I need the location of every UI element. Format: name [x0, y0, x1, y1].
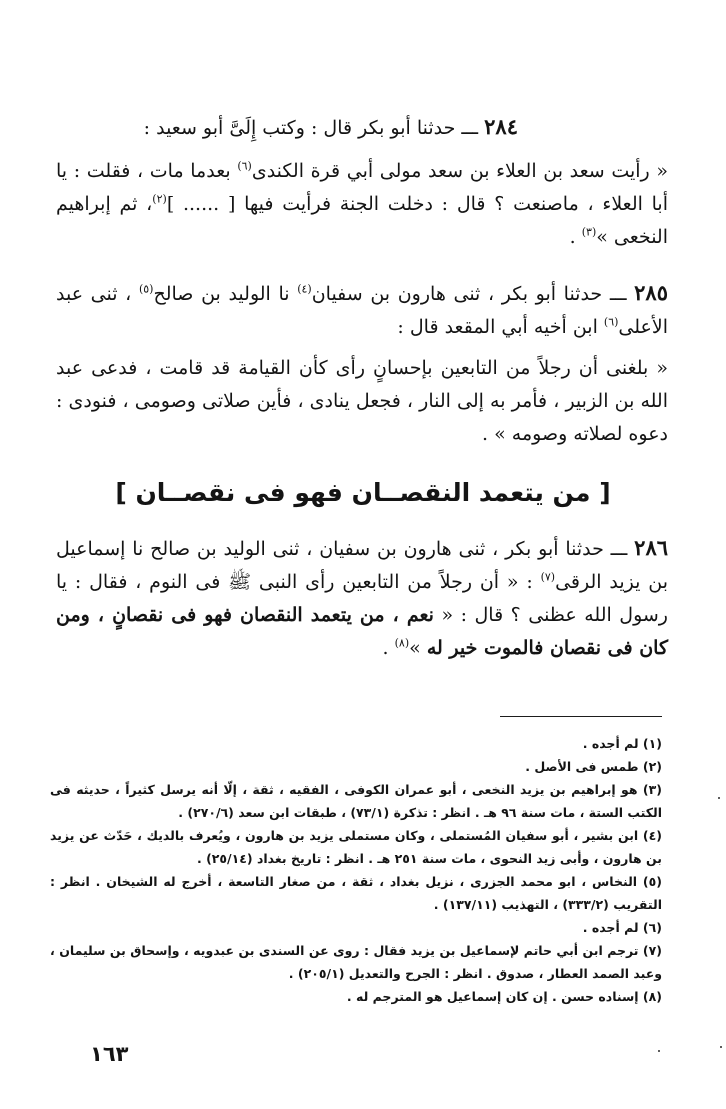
- hadith-286: [56, 531, 668, 665]
- scan-speck: [658, 1050, 660, 1052]
- footnote-ref: (٤): [297, 282, 312, 296]
- footnote: (٤) ابن بشير ، أبو سفيان المُستملى ، وكان مستملى يزيد بن هارون ، ويُعرف بالديك ، حَدّث عن يزيد بن هارون ، وأبى زيد النحوى ، مات سنة ٢٥١ هـ . انظر : تاريخ بغداد (٢٥/١٤) .: [50, 828, 662, 866]
- footnote-ref: (٦): [237, 159, 252, 173]
- hadith-text: : « أن رجلاً من التابعين رأى النبى ﷺ فى النوم ، فقال : يا رسول الله عظنى ؟ قال : «: [56, 571, 668, 626]
- hadith-text: .: [569, 226, 582, 248]
- footnote-ref: (٨): [394, 636, 410, 650]
- footnote-ref: (٧): [540, 570, 556, 584]
- footnote: (٢) طمس فى الأصل .: [525, 759, 662, 774]
- hadith-text: نا الوليد بن صالح: [153, 283, 298, 305]
- hadith-text: ـــ حدثنا أبو بكر ، ثنى هارون بن سفيان ، ثنى الوليد بن صالح نا إسماعيل بن يزيد الرقى: [56, 538, 668, 593]
- footnote: (٧) ترجم ابن أبي حاتم لإسماعيل بن يزيد فقال : روى عن السندى بن عبدويه ، وإسحاق بن سليمان ، وعبد الصمد العطار ، صدوق . انظر : الجرح والتعديل (٢٠٥/١) .: [50, 943, 662, 981]
- hadith-text: ابن أخيه أبي المقعد قال :: [397, 316, 604, 338]
- hadith-284-body: [56, 155, 668, 254]
- hadith-285: [56, 276, 668, 451]
- footnotes: [50, 732, 662, 1008]
- scan-speck: [718, 797, 720, 799]
- hadith-text: ، ثم إبراهيم النخعى »: [56, 193, 668, 248]
- footnote-separator: [500, 716, 662, 717]
- footnote: (٥) النخاس ، ابو محمد الجزرى ، نزيل بغداد ، ثقة ، من صغار التاسعة ، أخرج له الشيخان . انظر : التقريب (٣٣٣/٢) ، التهذيب (١٣٧/١١) .: [50, 874, 662, 912]
- hadith-text: « رأيت سعد بن العلاء بن سعد مولى أبي قرة الكندى: [251, 160, 668, 182]
- footnote: (١) لم أجده .: [582, 736, 662, 751]
- hadith-284: [56, 110, 668, 254]
- hadith-284-intro-line: [56, 110, 668, 145]
- footnote-ref: (٥): [138, 282, 154, 296]
- footnote: (٨) إسناده حسن . إن كان إسماعيل هو المترجم له .: [346, 989, 662, 1004]
- footnote-ref: (٦): [603, 315, 619, 329]
- hadith-intro: ـــ حدثنا أبو بكر قال : وكتب إِلَىَّ أبو سعيد :: [143, 117, 479, 139]
- page-number: ١٦٣: [90, 1042, 129, 1066]
- footnote: (٦) لم أجده .: [582, 920, 662, 935]
- section-heading: [ من يتعمد النقصــان فهو فى نقصــان ]: [115, 478, 611, 507]
- hadith-text: ـــ حدثنا أبو بكر ، ثنى هارون بن سفيان: [311, 283, 627, 305]
- hadith-285-isnad: [56, 276, 668, 344]
- footnote-ref: (٣): [581, 225, 597, 239]
- hadith-number: ٢٨٥: [634, 280, 668, 305]
- footnote: (٣) هو إبراهيم بن يزيد النخعى ، أبو عمران الكوفى ، الفقيه ، ثقة ، إلّا أنه يرسل كثيراً ، حديثه فى الكتب الستة ، مات سنة ٩٦ هـ . انظر : تذكرة (٧٣/١) ، طبقات ابن سعد (٢٧٠/٦) .: [50, 782, 662, 820]
- hadith-text: بعدما مات ، فقلت : يا أبا العلاء ، ماصنعت ؟ قال : دخلت الجنة فرأيت فيها [ ...... ]: [56, 160, 668, 215]
- scan-speck: [720, 1046, 722, 1048]
- hadith-text: .: [382, 637, 395, 659]
- hadith-emphasis: نعم ، من يتعمد النقصان فهو فى نقصانٍ ، ومن كان فى نقصان فالموت خير له: [56, 604, 668, 659]
- footnote-ref: (٢): [152, 192, 167, 206]
- hadith-number: ٢٨٦: [634, 535, 669, 560]
- hadith-number: ٢٨٤: [484, 114, 518, 139]
- hadith-text: »: [409, 637, 427, 659]
- hadith-285-matn: « بلغنى أن رجلاً من التابعين بإحسانٍ رأى كأن القيامة قد قامت ، فدعى عبد الله بن الزبير ، فأمر به إلى النار ، فجعل ينادى ، فأين صلاتى وصومى ، فنودى : دعوه لصلاته وصومه » .: [56, 357, 668, 445]
- hadith-text: ، ثنى عبد الأعلى: [56, 283, 668, 338]
